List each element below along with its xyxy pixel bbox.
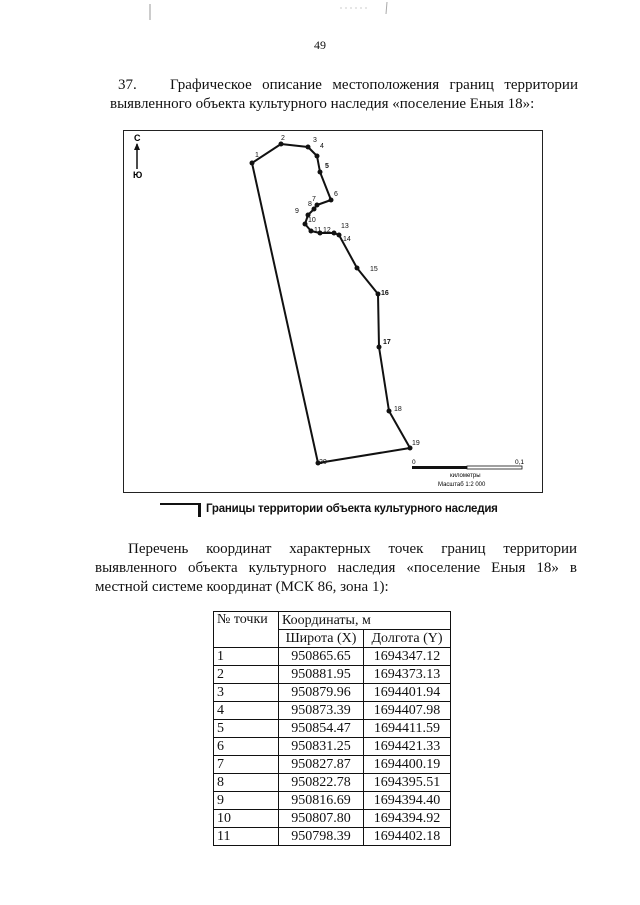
scale-start: 0: [412, 459, 416, 466]
cell-lat: 950822.78: [279, 774, 364, 792]
cell-lon: 1694411.59: [364, 720, 451, 738]
cell-lon: 1694400.19: [364, 756, 451, 774]
point-label: 2: [281, 135, 285, 142]
north-label: С: [134, 133, 141, 143]
point-label: 15: [370, 266, 378, 273]
cell-point: 9: [214, 792, 279, 810]
heading-line-1: Графическое описание местоположения границ территории: [170, 77, 578, 93]
cell-point: 7: [214, 756, 279, 774]
intro-line-3: местной системе координат (МСК 86, зона 1):: [95, 579, 389, 595]
coordinates-intro: [95, 540, 577, 597]
point-label: 12: [323, 227, 331, 234]
point-label: 10: [308, 217, 316, 224]
cell-point: 1: [214, 648, 279, 666]
cell-point: 4: [214, 702, 279, 720]
south-label: Ю: [133, 170, 143, 180]
table-row: [214, 684, 451, 702]
boundary-map: [123, 130, 543, 493]
point-labels: [255, 135, 420, 466]
cell-lon: 1694373.13: [364, 666, 451, 684]
cell-lon: 1694407.98: [364, 702, 451, 720]
section-number: 37.: [118, 77, 137, 93]
cell-lon: 1694395.51: [364, 774, 451, 792]
point-label: 19: [412, 440, 420, 447]
intro-line-2: выявленного объекта культурного наследия «поселение Еныя 18» в: [95, 560, 577, 576]
header-point: № точки: [214, 612, 279, 648]
cell-point: 10: [214, 810, 279, 828]
cell-lat: 950873.39: [279, 702, 364, 720]
scale-bar: [412, 459, 524, 488]
point-label: 6: [334, 191, 338, 198]
cell-lat: 950854.47: [279, 720, 364, 738]
point-label: 17: [383, 339, 391, 346]
point-label: 13: [341, 223, 349, 230]
cell-lat: 950807.80: [279, 810, 364, 828]
cell-lat: 950865.65: [279, 648, 364, 666]
header-lat: Широта (X): [279, 630, 364, 648]
section-heading: [110, 76, 578, 114]
cell-lon: 1694394.92: [364, 810, 451, 828]
table-row: [214, 720, 451, 738]
point-label: 16: [381, 290, 389, 297]
point-label: 9: [295, 208, 299, 215]
point-label: 18: [394, 406, 402, 413]
cell-point: 8: [214, 774, 279, 792]
point-label: 1: [255, 152, 259, 159]
north-arrow: [133, 133, 142, 180]
cell-point: 11: [214, 828, 279, 846]
header-coords: Координаты, м: [279, 612, 451, 630]
table-row: [214, 666, 451, 684]
point-label: 7: [312, 196, 316, 203]
point-label: 20: [319, 459, 327, 466]
cell-point: 6: [214, 738, 279, 756]
point-label: 4: [320, 143, 324, 150]
boundary-vertices: [250, 142, 413, 466]
cell-lat: 950827.87: [279, 756, 364, 774]
table-row: [214, 756, 451, 774]
table-row: [214, 810, 451, 828]
point-label: 11: [314, 227, 322, 234]
table-row: [214, 702, 451, 720]
map-drawing: [124, 131, 541, 491]
table-row: [214, 738, 451, 756]
cell-lon: 1694394.40: [364, 792, 451, 810]
table-body: [214, 648, 451, 846]
table-row: [214, 774, 451, 792]
page-number: 49: [314, 38, 326, 52]
header-lon: Долгота (Y): [364, 630, 451, 648]
scale-units: километры: [450, 473, 481, 479]
cell-lon: 1694347.12: [364, 648, 451, 666]
scale-end: 0,1: [515, 459, 525, 466]
cell-point: 2: [214, 666, 279, 684]
cell-point: 3: [214, 684, 279, 702]
table-row: [214, 792, 451, 810]
point-label: 3: [313, 137, 317, 144]
table-row: [214, 648, 451, 666]
intro-line-1: Перечень координат характерных точек границ территории: [128, 541, 577, 557]
coordinates-table: [213, 611, 451, 846]
cell-point: 5: [214, 720, 279, 738]
scan-marks: [0, 0, 640, 40]
point-label: 14: [343, 236, 351, 243]
heading-line-2: выявленного объекта культурного наследия «поселение Еныя 18»:: [110, 96, 535, 112]
legend-line-tick: [198, 503, 201, 517]
cell-lat: 950816.69: [279, 792, 364, 810]
cell-lon: 1694421.33: [364, 738, 451, 756]
table-row: [214, 828, 451, 846]
cell-lat: 950798.39: [279, 828, 364, 846]
scale-text: Масштаб 1:2 000: [438, 482, 486, 488]
cell-lon: 1694401.94: [364, 684, 451, 702]
point-label: 8: [308, 201, 312, 208]
cell-lat: 950881.95: [279, 666, 364, 684]
boundary-polygon: [252, 144, 410, 463]
cell-lat: 950831.25: [279, 738, 364, 756]
point-label: 5: [325, 163, 329, 170]
legend-label: Границы территории объекта культурного наследия: [206, 503, 498, 515]
legend-line-sample: [160, 503, 200, 505]
cell-lon: 1694402.18: [364, 828, 451, 846]
cell-lat: 950879.96: [279, 684, 364, 702]
